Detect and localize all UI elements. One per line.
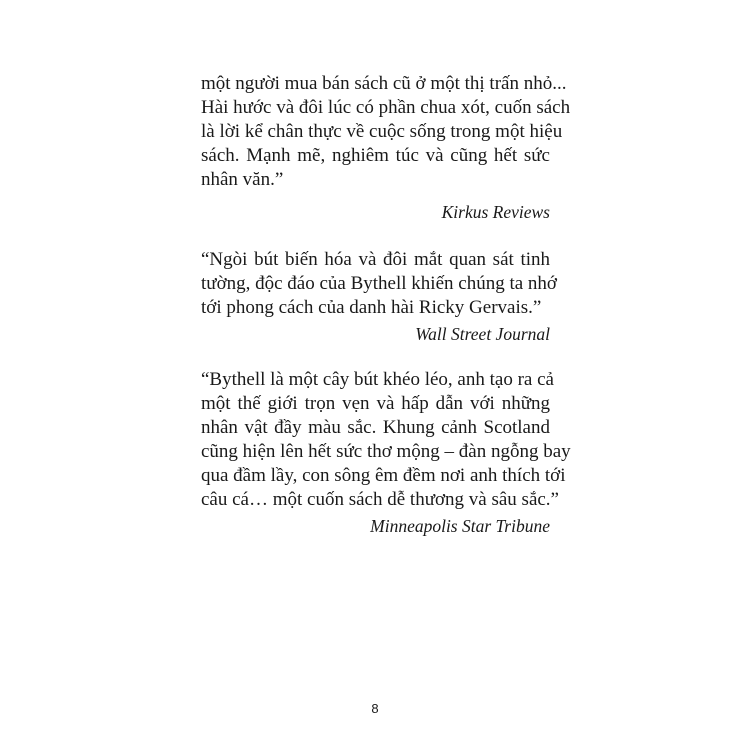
quote-line: một người mua bán sách cũ ở một thị trấn nhỏ... bbox=[201, 73, 567, 94]
quote-source: Wall Street Journal bbox=[415, 324, 550, 344]
quote-source: Minneapolis Star Tribune bbox=[370, 516, 550, 536]
quote-wsj bbox=[201, 248, 557, 346]
quote-line: sách. Mạnh mẽ, nghiêm túc và cũng hết sức bbox=[201, 145, 550, 166]
quote-line: là lời kể chân thực về cuộc sống trong một hiệu bbox=[201, 121, 563, 142]
book-page-text bbox=[201, 72, 571, 538]
quote-star-tribune bbox=[201, 368, 571, 538]
quote-line: cũng hiện lên hết sức thơ mộng – đàn ngỗng bay bbox=[201, 441, 571, 462]
quote-source: Kirkus Reviews bbox=[441, 202, 550, 222]
quote-line: “Ngòi bút biến hóa và đôi mắt quan sát tinh bbox=[201, 249, 550, 270]
quote-line: câu cá… một cuốn sách dễ thương và sâu sắc.” bbox=[201, 489, 559, 510]
quote-line: nhân vật đầy màu sắc. Khung cảnh Scotland bbox=[201, 417, 550, 438]
quote-line: nhân văn.” bbox=[201, 169, 284, 190]
quote-line: một thế giới trọn vẹn và hấp dẫn với những bbox=[201, 393, 550, 414]
quote-line: tới phong cách của danh hài Ricky Gervais.” bbox=[201, 297, 542, 318]
quote-line: “Bythell là một cây bút khéo léo, anh tạo ra cả bbox=[201, 369, 554, 390]
page-number: 8 bbox=[371, 701, 379, 716]
quote-kirkus bbox=[201, 72, 571, 224]
quote-line: qua đầm lầy, con sông êm đềm nơi anh thích tới bbox=[201, 465, 566, 486]
quote-line: Hài hước và đôi lúc có phần chua xót, cuốn sách bbox=[201, 97, 571, 118]
quote-line: tường, độc đáo của Bythell khiến chúng ta nhớ bbox=[201, 273, 557, 294]
